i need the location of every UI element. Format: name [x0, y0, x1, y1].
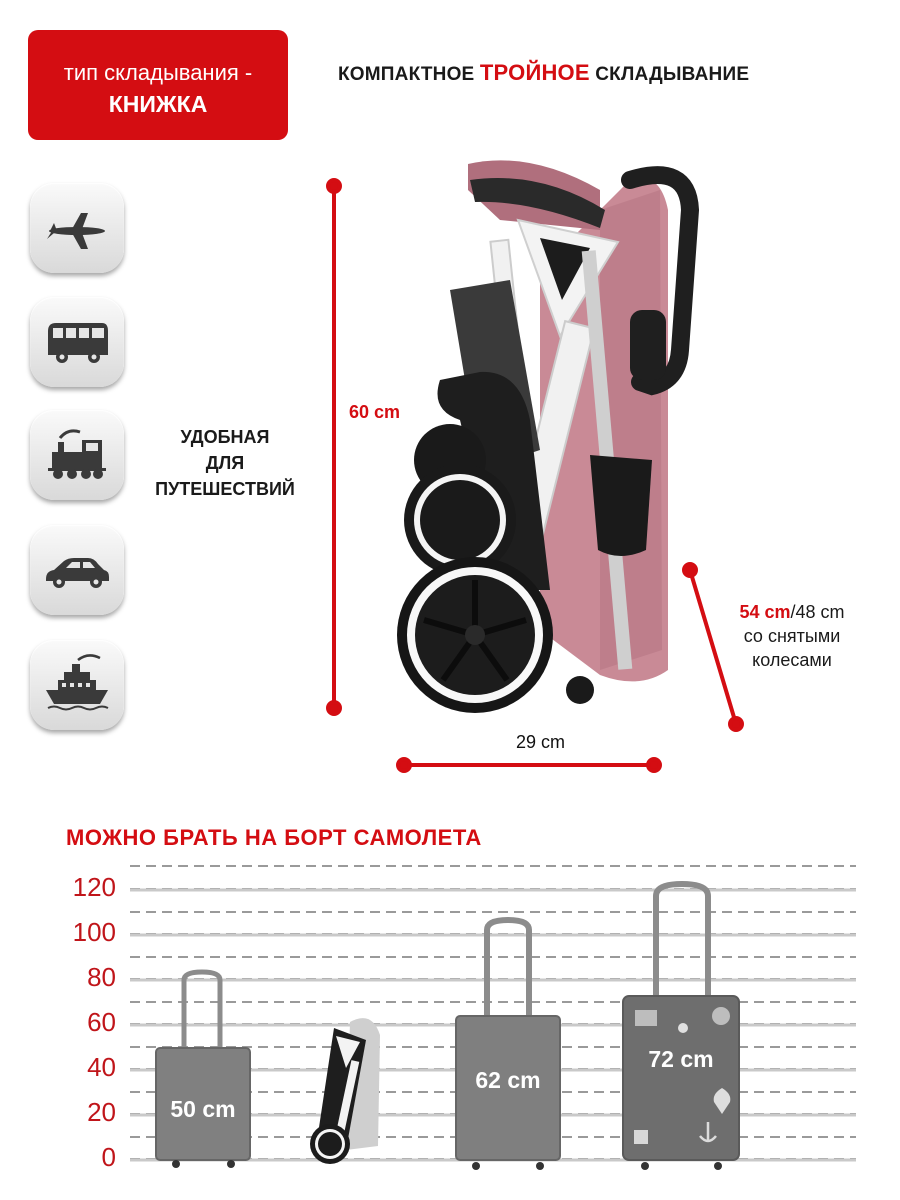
travel-caption-line3: ПУТЕШЕСТВИЙ	[155, 479, 295, 499]
suitcase-72cm-label: 72 cm	[648, 1046, 714, 1072]
comparison-title: МОЖНО БРАТЬ НА БОРТ САМОЛЕТА	[66, 825, 482, 850]
height-dimension-label: 60 cm	[349, 402, 401, 422]
width-dimension-label: 29 cm	[516, 732, 566, 752]
y-tick-0: 0	[101, 1142, 116, 1172]
depth-main-value: 54 cm	[739, 602, 791, 622]
headline-accent: ТРОЙНОЕ	[479, 60, 590, 85]
travel-caption-line2: ДЛЯ	[205, 453, 245, 473]
depth-note-line2: колесами	[752, 650, 832, 670]
width-dimension-line	[398, 759, 660, 771]
fold-type-badge	[28, 30, 288, 140]
car-icon	[30, 525, 124, 615]
travel-caption-line1: УДОБНАЯ	[180, 427, 270, 447]
bus-icon	[30, 297, 124, 387]
y-tick-100: 100	[72, 917, 116, 947]
depth-alt-value: /48 cm	[790, 602, 845, 622]
headline	[338, 60, 749, 86]
y-tick-80: 80	[87, 962, 116, 992]
folded-stroller-illustration	[300, 150, 760, 790]
y-tick-20: 20	[87, 1097, 116, 1127]
y-tick-120: 120	[72, 872, 116, 902]
depth-dimension-label	[722, 600, 862, 672]
fold-type-label: тип складывания -	[63, 60, 253, 85]
suitcase-72cm	[623, 884, 739, 1170]
train-icon	[30, 410, 124, 500]
suitcase-62cm-label: 62 cm	[475, 1067, 541, 1093]
ship-icon	[30, 640, 124, 730]
airplane-icon	[30, 183, 124, 273]
fold-type-value: КНИЖКА	[108, 91, 208, 117]
depth-note-line1: со снятыми	[743, 626, 841, 646]
suitcase-50cm-label: 50 cm	[170, 1096, 236, 1122]
y-tick-60: 60	[87, 1007, 116, 1037]
mini-folded-stroller	[310, 1018, 380, 1164]
travel-caption	[140, 424, 310, 502]
headline-prefix: КОМПАКТНОЕ	[338, 64, 480, 85]
headline-suffix: СКЛАДЫВАНИЕ	[589, 64, 750, 85]
height-dimension-line	[328, 180, 340, 714]
y-tick-40: 40	[87, 1052, 116, 1082]
comparison-chart	[0, 850, 900, 1200]
